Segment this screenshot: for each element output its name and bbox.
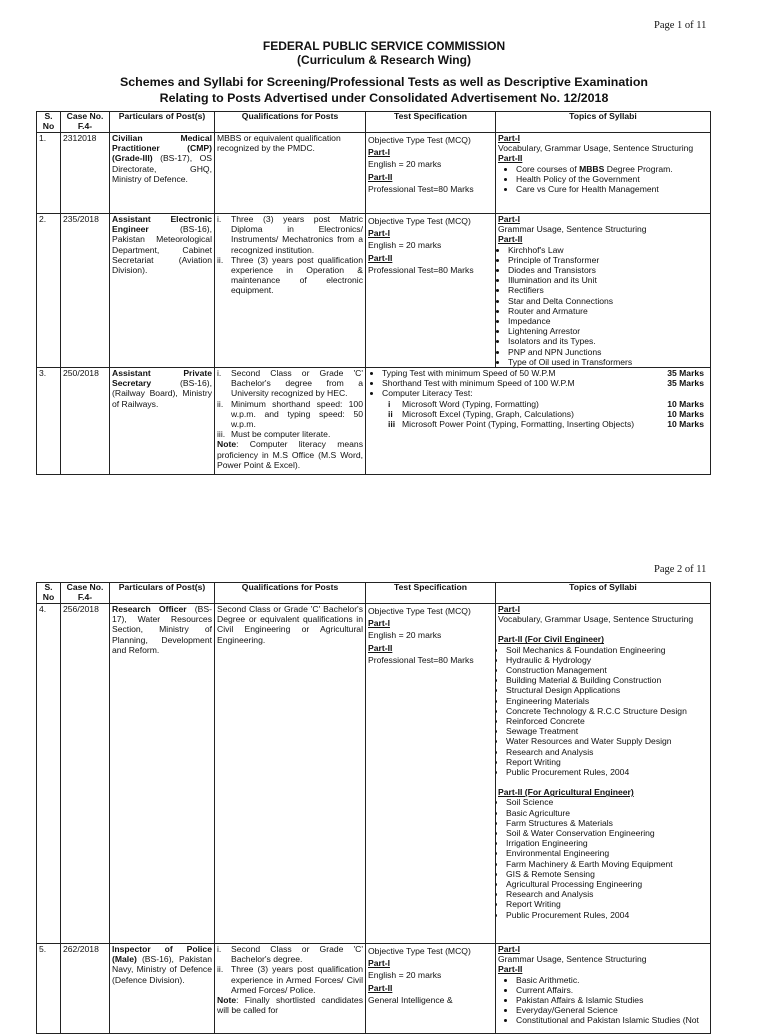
post-qualification: i. Second Class or Grade 'C' Bachelor's degree from a University recognized by HEC. ii. Minimum shorthand speed: 100 w.p.m. and typing speed: 50 w.p.m. iii. Must be computer literate. Note: Computer literacy means proficiency in M.S Office (M.S Word, Power Point & Excel). (215, 368, 366, 475)
list-item: • Pakistan Affairs & Islamic Studies (516, 995, 708, 1005)
combined-test-topics (366, 368, 711, 475)
post-particulars: Inspector of Police (Male) (BS-16), Pakistan Navy, Ministry of Defence (Defence Division). (110, 944, 215, 1034)
case-number: 256/2018 (61, 604, 110, 944)
list-item: • Current Affairs. (516, 985, 708, 995)
table-row (37, 368, 711, 475)
serial-number: 3. (37, 368, 61, 475)
post-particulars: Civilian Medical Practitioner (CMP) (Grade-III) (BS-17), OS Directorate, GHQ, Ministry of Defence. (110, 133, 215, 214)
list-item: • Farm Structures & Materials (506, 818, 708, 828)
list-item: • Constitutional and Pakistan Islamic Studies (Not (516, 1015, 708, 1025)
list-item: • Lightening Arrestor (508, 326, 708, 336)
table-row (37, 944, 711, 1034)
particulars-header: Particulars of Post(s) (110, 112, 215, 133)
list-item: ii Microsoft Excel (Typing, Graph, Calculations) 10 Marks (388, 408, 704, 419)
post-qualification: i. Second Class or Grade 'C' Bachelor's degree. ii. Three (3) years post qualification experience in Armed Forces/ Civil Armed Forces/ Police. Note: Finally shortlisted candidates will be called for (215, 944, 366, 1034)
list-item: • Core courses of MBBS Degree Program. (516, 164, 708, 174)
syllabus-table-page1 (36, 111, 711, 475)
list-item: • Agricultural Processing Engineering (506, 879, 708, 889)
table-row (37, 214, 711, 368)
sno-header: S. No (37, 583, 61, 604)
list-item: • Everyday/General Science (516, 1005, 708, 1015)
list-item: • Computer Literacy Test: (382, 388, 708, 398)
list-item: i Microsoft Word (Typing, Formatting) 10 Marks (388, 398, 704, 409)
list-item: • Principle of Transformer (508, 255, 708, 265)
topics-header: Topics of Syllabi (496, 583, 711, 604)
case-number: 2312018 (61, 133, 110, 214)
test-specification: Objective Type Test (MCQ) Part-I English = 20 marks Part-II Professional Test=80 Marks (366, 604, 496, 944)
list-item: • Reinforced Concrete (506, 716, 708, 726)
list-item: • Engineering Materials (506, 696, 708, 706)
particulars-header: Particulars of Post(s) (110, 583, 215, 604)
list-item: • Building Material & Building Construction (506, 675, 708, 685)
case-no-header: Case No. F.4- (61, 112, 110, 133)
test-specification: Objective Type Test (MCQ) Part-I English = 20 marks Part-II Professional Test=80 Marks (366, 214, 496, 368)
list-item: • Public Procurement Rules, 2004 (506, 910, 708, 920)
list-item: • Care vs Cure for Health Management (516, 184, 708, 194)
case-number: 262/2018 (61, 944, 110, 1034)
syllabus-topics: Part-I Grammar Usage, Sentence Structuring Part-II • Kirchhof's Law • Principle of Transformer • Diodes and Transistors • Illumination and its Unit • Rectifiers • Star and Delta Connections • Router and Armature • Impedance • Lightening Arrestor • Isolators and its Types. • PNP and NPN Junctions • Type of Oil used in Transformers (496, 214, 711, 368)
list-item: • Report Writing (506, 899, 708, 909)
list-item: • Environmental Engineering (506, 848, 708, 858)
list-item: • Soil Science (506, 797, 708, 807)
commission-name: FEDERAL PUBLIC SERVICE COMMISSION (262, 39, 506, 53)
qualifications-header: Qualifications for Posts (215, 583, 366, 604)
syllabus-topics: Part-I Vocabulary, Grammar Usage, Sentence Structuring Part-II • Core courses of MBBS Degree Program. • Health Policy of the Government • Care vs Cure for Health Management (496, 133, 711, 214)
list-item: • Typing Test with minimum Speed of 50 W.P.M 35 Marks (382, 368, 708, 378)
post-qualification: MBBS or equivalent qualification recognized by the PMDC. (215, 133, 366, 214)
list-item: iii Microsoft Power Point (Typing, Formatting, Inserting Objects) 10 Marks (388, 419, 704, 430)
wing-name: (Curriculum & Research Wing) (297, 53, 471, 67)
test-spec-header: Test Specification (366, 112, 496, 133)
list-item: • Illumination and its Unit (508, 275, 708, 285)
post-qualification: Second Class or Grade 'C' Bachelor's Degree or equivalent qualifications in Civil Engineering or Agricultural Engineering. (215, 604, 366, 944)
serial-number: 4. (37, 604, 61, 944)
list-item: • Star and Delta Connections (508, 296, 708, 306)
list-item: • Type of Oil used in Transformers (508, 357, 708, 367)
list-item: • Hydraulic & Hydrology (506, 655, 708, 665)
post-particulars: Assistant Private Secretary (BS-16), (Railway Board), Ministry of Railways. (110, 368, 215, 475)
list-item: • GIS & Remote Sensing (506, 869, 708, 879)
sno-header: S. No (37, 112, 61, 133)
list-item: • Construction Management (506, 665, 708, 675)
list-item: • Research and Analysis (506, 747, 708, 757)
list-item: • Impedance (508, 316, 708, 326)
list-item: • Soil & Water Conservation Engineering (506, 828, 708, 838)
list-item: • Rectifiers (508, 285, 708, 295)
serial-number: 5. (37, 944, 61, 1034)
list-item: • PNP and NPN Junctions (508, 347, 708, 357)
list-item: • Kirchhof's Law (508, 245, 708, 255)
table-header-row (37, 112, 711, 133)
list-item: • Irrigation Engineering (506, 838, 708, 848)
list-item: • Isolators and its Types. (508, 336, 708, 346)
document-title-line2: Relating to Posts Advertised under Consolidated Advertisement No. 12/2018 (159, 91, 609, 105)
case-number: 235/2018 (61, 214, 110, 368)
table-row (37, 604, 711, 944)
case-number: 250/2018 (61, 368, 110, 475)
serial-number: 2. (37, 214, 61, 368)
test-specification: Objective Type Test (MCQ) Part-I English = 20 marks Part-II Professional Test=80 Marks (366, 133, 496, 214)
post-qualification: i. Three (3) years post Matric Diploma in Electronics/ Instruments/ Mechatronics from a recognized institution. ii. Three (3) years post qualification experience in Operation & maintenance of electronic equipment. (215, 214, 366, 368)
syllabus-topics: Part-I Vocabulary, Grammar Usage, Sentence Structuring Part-II (For Civil Engineer) • Soil Mechanics & Foundation Engineering • Hydraulic & Hydrology • Construction Management • Building Material & Building Construction • Structural Design Applications • Engineering Materials • Concrete Technology & R.C.C Structure Design • Reinforced Concrete • Sewage Treatment • Water Resources and Water Supply Design • Research and Analysis • Report Writing • Public Procurement Rules, 2004 Part-II (For Agricultural Engineer) • Soil Science • Basic Agriculture • Farm Structures & Materials • Soil & Water Conservation Engineering • Irrigation Engineering • Environmental Engineering • Farm Machinery & Earth Moving Equipment • GIS & Remote Sensing • Agricultural Processing Engineering • Research and Analysis • Report Writing • Public Procurement Rules, 2004 (496, 604, 711, 944)
list-item: • Public Procurement Rules, 2004 (506, 767, 708, 777)
page-number: Page 2 of 11 (654, 564, 707, 575)
post-particulars: Research Officer (BS-17), Water Resources Section, Ministry of Planning, Development and Reform. (110, 604, 215, 944)
list-item: • Water Resources and Water Supply Design (506, 736, 708, 746)
list-item: • Diodes and Transistors (508, 265, 708, 275)
list-item: • Sewage Treatment (506, 726, 708, 736)
topics-header: Topics of Syllabi (496, 112, 711, 133)
table-header-row (37, 583, 711, 604)
test-spec-header: Test Specification (366, 583, 496, 604)
test-specification: Objective Type Test (MCQ) Part-I English = 20 marks Part-II General Intelligence & (366, 944, 496, 1034)
document-title-line1: Schemes and Syllabi for Screening/Professional Tests as well as Descriptive Examination (120, 75, 648, 89)
list-item: • Health Policy of the Government (516, 174, 708, 184)
list-item: • Router and Armature (508, 306, 708, 316)
civil-engineer-heading: Part-II (For Civil Engineer) (498, 634, 605, 645)
list-item: • Concrete Technology & R.C.C Structure Design (506, 706, 708, 716)
list-item: • Research and Analysis (506, 889, 708, 899)
page-number: Page 1 of 11 (654, 20, 707, 31)
list-item: • Farm Machinery & Earth Moving Equipment (506, 859, 708, 869)
list-item: • Soil Mechanics & Foundation Engineering (506, 645, 708, 655)
syllabus-table-page2 (36, 582, 711, 1034)
list-item: • Basic Agriculture (506, 808, 708, 818)
qualifications-header: Qualifications for Posts (215, 112, 366, 133)
list-item: • Report Writing (506, 757, 708, 767)
syllabus-topics: Part-I Grammar Usage, Sentence Structuring Part-II • Basic Arithmetic. • Current Affairs. • Pakistan Affairs & Islamic Studies • Everyday/General Science • Constitutional and Pakistan Islamic Studies (Not (496, 944, 711, 1034)
list-item: • Shorthand Test with minimum Speed of 100 W.P.M 35 Marks (382, 378, 708, 388)
agricultural-engineer-heading: Part-II (For Agricultural Engineer) (498, 787, 634, 798)
case-no-header: Case No. F.4- (61, 583, 110, 604)
table-row (37, 133, 711, 214)
list-item: • Structural Design Applications (506, 685, 708, 695)
post-particulars: Assistant Electronic Engineer (BS-16), Pakistan Meteorological Department, Cabinet Secretariat (Aviation Division). (110, 214, 215, 368)
list-item: • Basic Arithmetic. (516, 975, 708, 985)
serial-number: 1. (37, 133, 61, 214)
